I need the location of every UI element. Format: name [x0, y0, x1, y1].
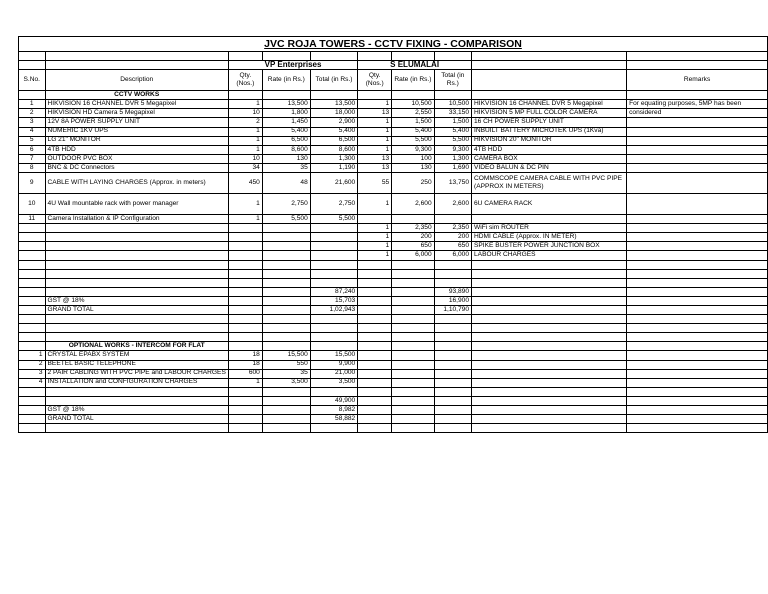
grand-total-label: GRAND TOTAL	[45, 305, 228, 314]
header-sno: S.No.	[19, 70, 46, 91]
table-row	[19, 333, 768, 342]
item-sno: 5	[19, 136, 46, 145]
item-rate-vendor-1: 13,500	[262, 100, 310, 109]
optional-qty: 18	[228, 360, 262, 369]
header-rate-2: Rate (in Rs.)	[392, 70, 434, 91]
item-rate-vendor-1: 1,800	[262, 109, 310, 118]
item-description: 12V 8A POWER SUPPLY UNIT	[45, 118, 228, 127]
item-remarks	[627, 194, 768, 215]
item-total-vendor-2: 5,500	[434, 136, 471, 145]
vendor-2-name: S ELUMALAI	[358, 61, 472, 70]
item-total-vendor-2: 2,600	[434, 194, 471, 215]
comparison-table	[18, 36, 768, 433]
item-description: Camera Installation & IP Configuration	[45, 215, 228, 224]
extra-qty-vendor-2: 1	[358, 233, 392, 242]
table-body	[19, 37, 768, 433]
optional-description: CRYSTAL EPABX SYSTEM	[45, 351, 228, 360]
item-total-vendor-2: 10,500	[434, 100, 471, 109]
table-row	[19, 305, 768, 314]
optional-grand-total-label: GRAND TOTAL	[45, 415, 228, 424]
item-total-vendor-1: 2,900	[310, 118, 357, 127]
item-description-vendor-2: VIDEO BALUN & DC PIN	[472, 163, 627, 172]
optional-sno: 1	[19, 351, 46, 360]
optional-rate: 15,500	[262, 351, 310, 360]
item-sno: 10	[19, 194, 46, 215]
item-rate-vendor-2: 250	[392, 173, 434, 194]
extra-total-vendor-2: 200	[434, 233, 471, 242]
table-row	[19, 109, 768, 118]
item-rate-vendor-2: 10,500	[392, 100, 434, 109]
item-sno: 11	[19, 215, 46, 224]
table-row	[19, 242, 768, 251]
item-qty-vendor-2: 1	[358, 136, 392, 145]
item-rate-vendor-2: 2,600	[392, 194, 434, 215]
optional-qty: 600	[228, 369, 262, 378]
item-description-vendor-2: CAMERA BOX	[472, 154, 627, 163]
table-row	[19, 145, 768, 154]
table-row	[19, 387, 768, 396]
item-sno: 8	[19, 163, 46, 172]
table-row	[19, 251, 768, 260]
item-sno: 1	[19, 100, 46, 109]
item-rate-vendor-1: 48	[262, 173, 310, 194]
section-cctv-works: CCTV WORKS	[45, 91, 228, 100]
item-remarks	[627, 163, 768, 172]
optional-total: 3,500	[310, 378, 357, 387]
item-rate-vendor-2: 9,300	[392, 145, 434, 154]
table-row	[19, 287, 768, 296]
item-remarks: considered	[627, 109, 768, 118]
item-total-vendor-2: 9,300	[434, 145, 471, 154]
item-total-vendor-2: 33,150	[434, 109, 471, 118]
item-total-vendor-2	[434, 215, 471, 224]
extra-description-vendor-2: LABOUR CHARGES	[472, 251, 627, 260]
item-rate-vendor-2	[392, 215, 434, 224]
item-description: HIKVISION 16 CHANNEL DVR 5 Megapixel	[45, 100, 228, 109]
table-row	[19, 100, 768, 109]
extra-description-vendor-2: SPIKE BUSTER POWER JUNCTION BOX	[472, 242, 627, 251]
optional-gst: 8,982	[310, 406, 357, 415]
item-description-vendor-2: INBUILT BATTERY MICROTEK UPS (1Kva)	[472, 127, 627, 136]
item-rate-vendor-1: 8,600	[262, 145, 310, 154]
header-total-1: Total (in Rs.)	[310, 70, 357, 91]
item-total-vendor-1: 5,400	[310, 127, 357, 136]
item-description-vendor-2: HIKVISION 20" MONITOR	[472, 136, 627, 145]
item-rate-vendor-2: 2,550	[392, 109, 434, 118]
table-row	[19, 369, 768, 378]
item-total-vendor-2: 1,300	[434, 154, 471, 163]
item-rate-vendor-1: 5,400	[262, 127, 310, 136]
extra-rate-vendor-2: 6,000	[392, 251, 434, 260]
header-total-2: Total (in Rs.)	[434, 70, 471, 91]
item-qty-vendor-1: 1	[228, 127, 262, 136]
table-row	[19, 194, 768, 215]
item-rate-vendor-1: 6,500	[262, 136, 310, 145]
optional-qty: 18	[228, 351, 262, 360]
item-qty-vendor-1: 1	[228, 145, 262, 154]
item-remarks	[627, 154, 768, 163]
extra-total-vendor-2: 2,350	[434, 224, 471, 233]
item-rate-vendor-1: 5,500	[262, 215, 310, 224]
item-qty-vendor-2: 1	[358, 145, 392, 154]
subtotal-vendor-2: 93,890	[434, 287, 471, 296]
optional-description: BEETEL BASIC TELEPHONE	[45, 360, 228, 369]
item-total-vendor-2: 1,690	[434, 163, 471, 172]
item-description-vendor-2: 6U CAMERA RACK	[472, 194, 627, 215]
optional-subtotal: 49,900	[310, 396, 357, 405]
item-qty-vendor-2: 13	[358, 163, 392, 172]
extra-rate-vendor-2: 2,350	[392, 224, 434, 233]
extra-total-vendor-2: 650	[434, 242, 471, 251]
item-total-vendor-1: 8,600	[310, 145, 357, 154]
item-qty-vendor-2: 1	[358, 127, 392, 136]
item-qty-vendor-2: 1	[358, 100, 392, 109]
item-qty-vendor-1: 2	[228, 118, 262, 127]
item-sno: 9	[19, 173, 46, 194]
item-rate-vendor-1: 35	[262, 163, 310, 172]
item-description-vendor-2: 16 CH POWER SUPPLY UNIT	[472, 118, 627, 127]
item-description: HIKVISION HD Camera 5 Megapixel	[45, 109, 228, 118]
table-row	[19, 260, 768, 269]
item-rate-vendor-2: 100	[392, 154, 434, 163]
table-row	[19, 315, 768, 324]
item-qty-vendor-1: 34	[228, 163, 262, 172]
item-description-vendor-2: HIKVISION 16 CHANNEL DVR 5 Megapixel	[472, 100, 627, 109]
item-remarks	[627, 127, 768, 136]
vendor-1-name: VP Enterprises	[228, 61, 357, 70]
item-rate-vendor-1: 1,450	[262, 118, 310, 127]
header-remarks: Remarks	[627, 70, 768, 91]
item-sno: 3	[19, 118, 46, 127]
table-row	[19, 127, 768, 136]
item-qty-vendor-2: 1	[358, 194, 392, 215]
item-rate-vendor-2: 130	[392, 163, 434, 172]
extra-qty-vendor-2: 1	[358, 251, 392, 260]
item-sno: 4	[19, 127, 46, 136]
item-sno: 2	[19, 109, 46, 118]
optional-description: INSTALLATION and CONFIGURATION CHARGES	[45, 378, 228, 387]
item-description-vendor-2: 4TB HDD	[472, 145, 627, 154]
item-total-vendor-2: 13,750	[434, 173, 471, 194]
extra-description-vendor-2: WiFi sim ROUTER	[472, 224, 627, 233]
table-row	[19, 154, 768, 163]
header-description: Description	[45, 70, 228, 91]
item-rate-vendor-1: 2,750	[262, 194, 310, 215]
item-description-vendor-2: COMMSCOPE CAMERA CABLE WITH PVC PIPE (APPROX IN METERS)	[472, 173, 627, 194]
table-row	[19, 424, 768, 433]
gst-vendor-1: 15,703	[310, 296, 357, 305]
table-row	[19, 342, 768, 351]
optional-total: 15,500	[310, 351, 357, 360]
table-row	[19, 136, 768, 145]
item-qty-vendor-1: 1	[228, 194, 262, 215]
item-remarks	[627, 215, 768, 224]
item-total-vendor-1: 1,190	[310, 163, 357, 172]
extra-description-vendor-2: HDMI CABLE (Approx. IN METER)	[472, 233, 627, 242]
item-total-vendor-1: 2,750	[310, 194, 357, 215]
table-row	[19, 269, 768, 278]
item-qty-vendor-2: 55	[358, 173, 392, 194]
item-rate-vendor-2: 1,500	[392, 118, 434, 127]
optional-rate: 3,500	[262, 378, 310, 387]
item-qty-vendor-1: 10	[228, 154, 262, 163]
table-row	[19, 215, 768, 224]
item-qty-vendor-2	[358, 215, 392, 224]
item-total-vendor-1: 5,500	[310, 215, 357, 224]
item-qty-vendor-1: 10	[228, 109, 262, 118]
item-remarks: For equating purposes, 5MP has been	[627, 100, 768, 109]
table-row	[19, 360, 768, 369]
item-qty-vendor-1: 1	[228, 215, 262, 224]
comparison-sheet	[18, 36, 768, 433]
item-total-vendor-1: 21,600	[310, 173, 357, 194]
gst-label: GST @ 18%	[45, 296, 228, 305]
header-qty-2: Qty. (Nos.)	[358, 70, 392, 91]
item-qty-vendor-2: 13	[358, 154, 392, 163]
item-qty-vendor-1: 1	[228, 100, 262, 109]
optional-description: 2 PAIR CABLING WITH PVC PIPE and LABOUR CHARGES	[45, 369, 228, 378]
item-description: 4U Wall mountable rack with power manager	[45, 194, 228, 215]
item-qty-vendor-2: 1	[358, 118, 392, 127]
grand-total-vendor-2: 1,10,790	[434, 305, 471, 314]
grand-total-vendor-1: 1,02,943	[310, 305, 357, 314]
optional-rate: 35	[262, 369, 310, 378]
table-row	[19, 296, 768, 305]
optional-grand-total: 58,882	[310, 415, 357, 424]
table-row	[19, 278, 768, 287]
optional-sno: 3	[19, 369, 46, 378]
table-row	[19, 351, 768, 360]
item-remarks	[627, 173, 768, 194]
item-description: LG 21" MONITOR	[45, 136, 228, 145]
item-description: NUMERIC 1KV UPS	[45, 127, 228, 136]
gst-vendor-2: 16,900	[434, 296, 471, 305]
header-rate-1: Rate (in Rs.)	[262, 70, 310, 91]
item-remarks	[627, 136, 768, 145]
table-row	[19, 233, 768, 242]
table-row	[19, 118, 768, 127]
item-total-vendor-2: 1,500	[434, 118, 471, 127]
item-total-vendor-1: 13,500	[310, 100, 357, 109]
optional-qty: 1	[228, 378, 262, 387]
table-row	[19, 173, 768, 194]
table-row	[19, 378, 768, 387]
table-row	[19, 396, 768, 405]
sheet-title: JVC ROJA TOWERS - CCTV FIXING - COMPARISON	[19, 37, 768, 52]
optional-sno: 4	[19, 378, 46, 387]
optional-gst-label: GST @ 18%	[45, 406, 228, 415]
item-remarks	[627, 118, 768, 127]
extra-qty-vendor-2: 1	[358, 224, 392, 233]
item-rate-vendor-1: 130	[262, 154, 310, 163]
optional-rate: 550	[262, 360, 310, 369]
subtotal-vendor-1: 87,240	[310, 287, 357, 296]
section-optional-works: OPTIONAL WORKS - INTERCOM FOR FLAT	[45, 342, 228, 351]
extra-total-vendor-2: 6,000	[434, 251, 471, 260]
item-rate-vendor-2: 5,400	[392, 127, 434, 136]
table-row	[19, 415, 768, 424]
extra-rate-vendor-2: 650	[392, 242, 434, 251]
item-total-vendor-1: 1,300	[310, 154, 357, 163]
item-qty-vendor-1: 450	[228, 173, 262, 194]
table-row	[19, 324, 768, 333]
item-description: CABLE WITH LAYING CHARGES (Approx. in meters)	[45, 173, 228, 194]
item-qty-vendor-2: 13	[358, 109, 392, 118]
item-description: 4TB HDD	[45, 145, 228, 154]
item-rate-vendor-2: 5,500	[392, 136, 434, 145]
item-remarks	[627, 145, 768, 154]
table-row	[19, 163, 768, 172]
table-row	[19, 406, 768, 415]
optional-sno: 2	[19, 360, 46, 369]
header-qty-1: Qty. (Nos.)	[228, 70, 262, 91]
optional-total: 21,000	[310, 369, 357, 378]
item-description-vendor-2: HIKVISION 5 MP FULL COLOR CAMERA	[472, 109, 627, 118]
item-sno: 6	[19, 145, 46, 154]
item-sno: 7	[19, 154, 46, 163]
table-row	[19, 224, 768, 233]
extra-rate-vendor-2: 200	[392, 233, 434, 242]
item-description: OUTDOOR PVC BOX	[45, 154, 228, 163]
item-total-vendor-1: 6,500	[310, 136, 357, 145]
extra-qty-vendor-2: 1	[358, 242, 392, 251]
item-description-vendor-2	[472, 215, 627, 224]
item-total-vendor-2: 5,400	[434, 127, 471, 136]
item-description: BNC & DC Connectors	[45, 163, 228, 172]
optional-total: 9,900	[310, 360, 357, 369]
item-qty-vendor-1: 1	[228, 136, 262, 145]
item-total-vendor-1: 18,000	[310, 109, 357, 118]
